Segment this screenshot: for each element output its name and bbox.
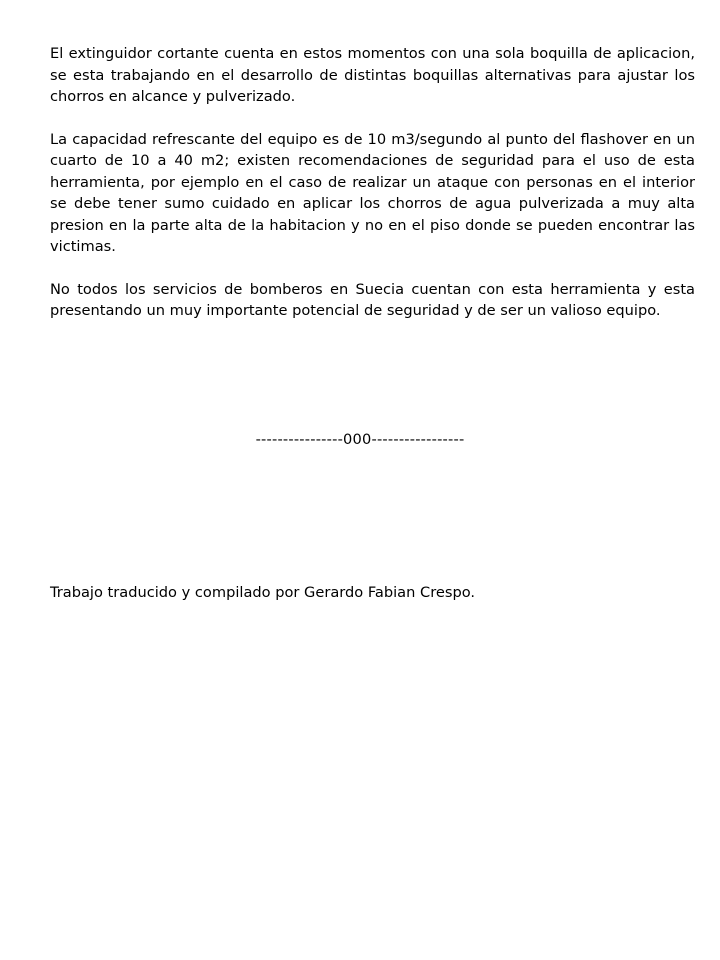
document-body [50, 43, 695, 322]
paragraph-cooling-capacity: La capacidad refrescante del equipo es de 10 m3/segundo al punto del flashover en un cuarto de 10 a 40 m2; existen recomendaciones de seguridad para el uso de esta herramienta, por ejemplo en el caso de realizar un ataque con personas en el interior se debe tener sumo cuidado en aplicar los chorros de agua pulverizada a muy alta presion en la parte alta de la habitacion y no en el piso donde se pueden encontrar las victimas. [50, 130, 695, 255]
paragraph-sweden-services: No todos los servicios de bomberos en Suecia cuentan con esta herramienta y esta presentando un muy importante potencial de seguridad y de ser un valioso equipo. [50, 280, 695, 319]
translator-credit: Trabajo traducido y compilado por Gerardo Fabian Crespo. [50, 584, 476, 601]
paragraph-nozzle: El extinguidor cortante cuenta en estos momentos con una sola boquilla de aplicacion, se esta trabajando en el desarrollo de distintas boquillas alternativas para ajustar los chorros en alcance y pulverizado. [50, 45, 695, 105]
section-separator: ----------------000----------------- [255, 431, 465, 448]
